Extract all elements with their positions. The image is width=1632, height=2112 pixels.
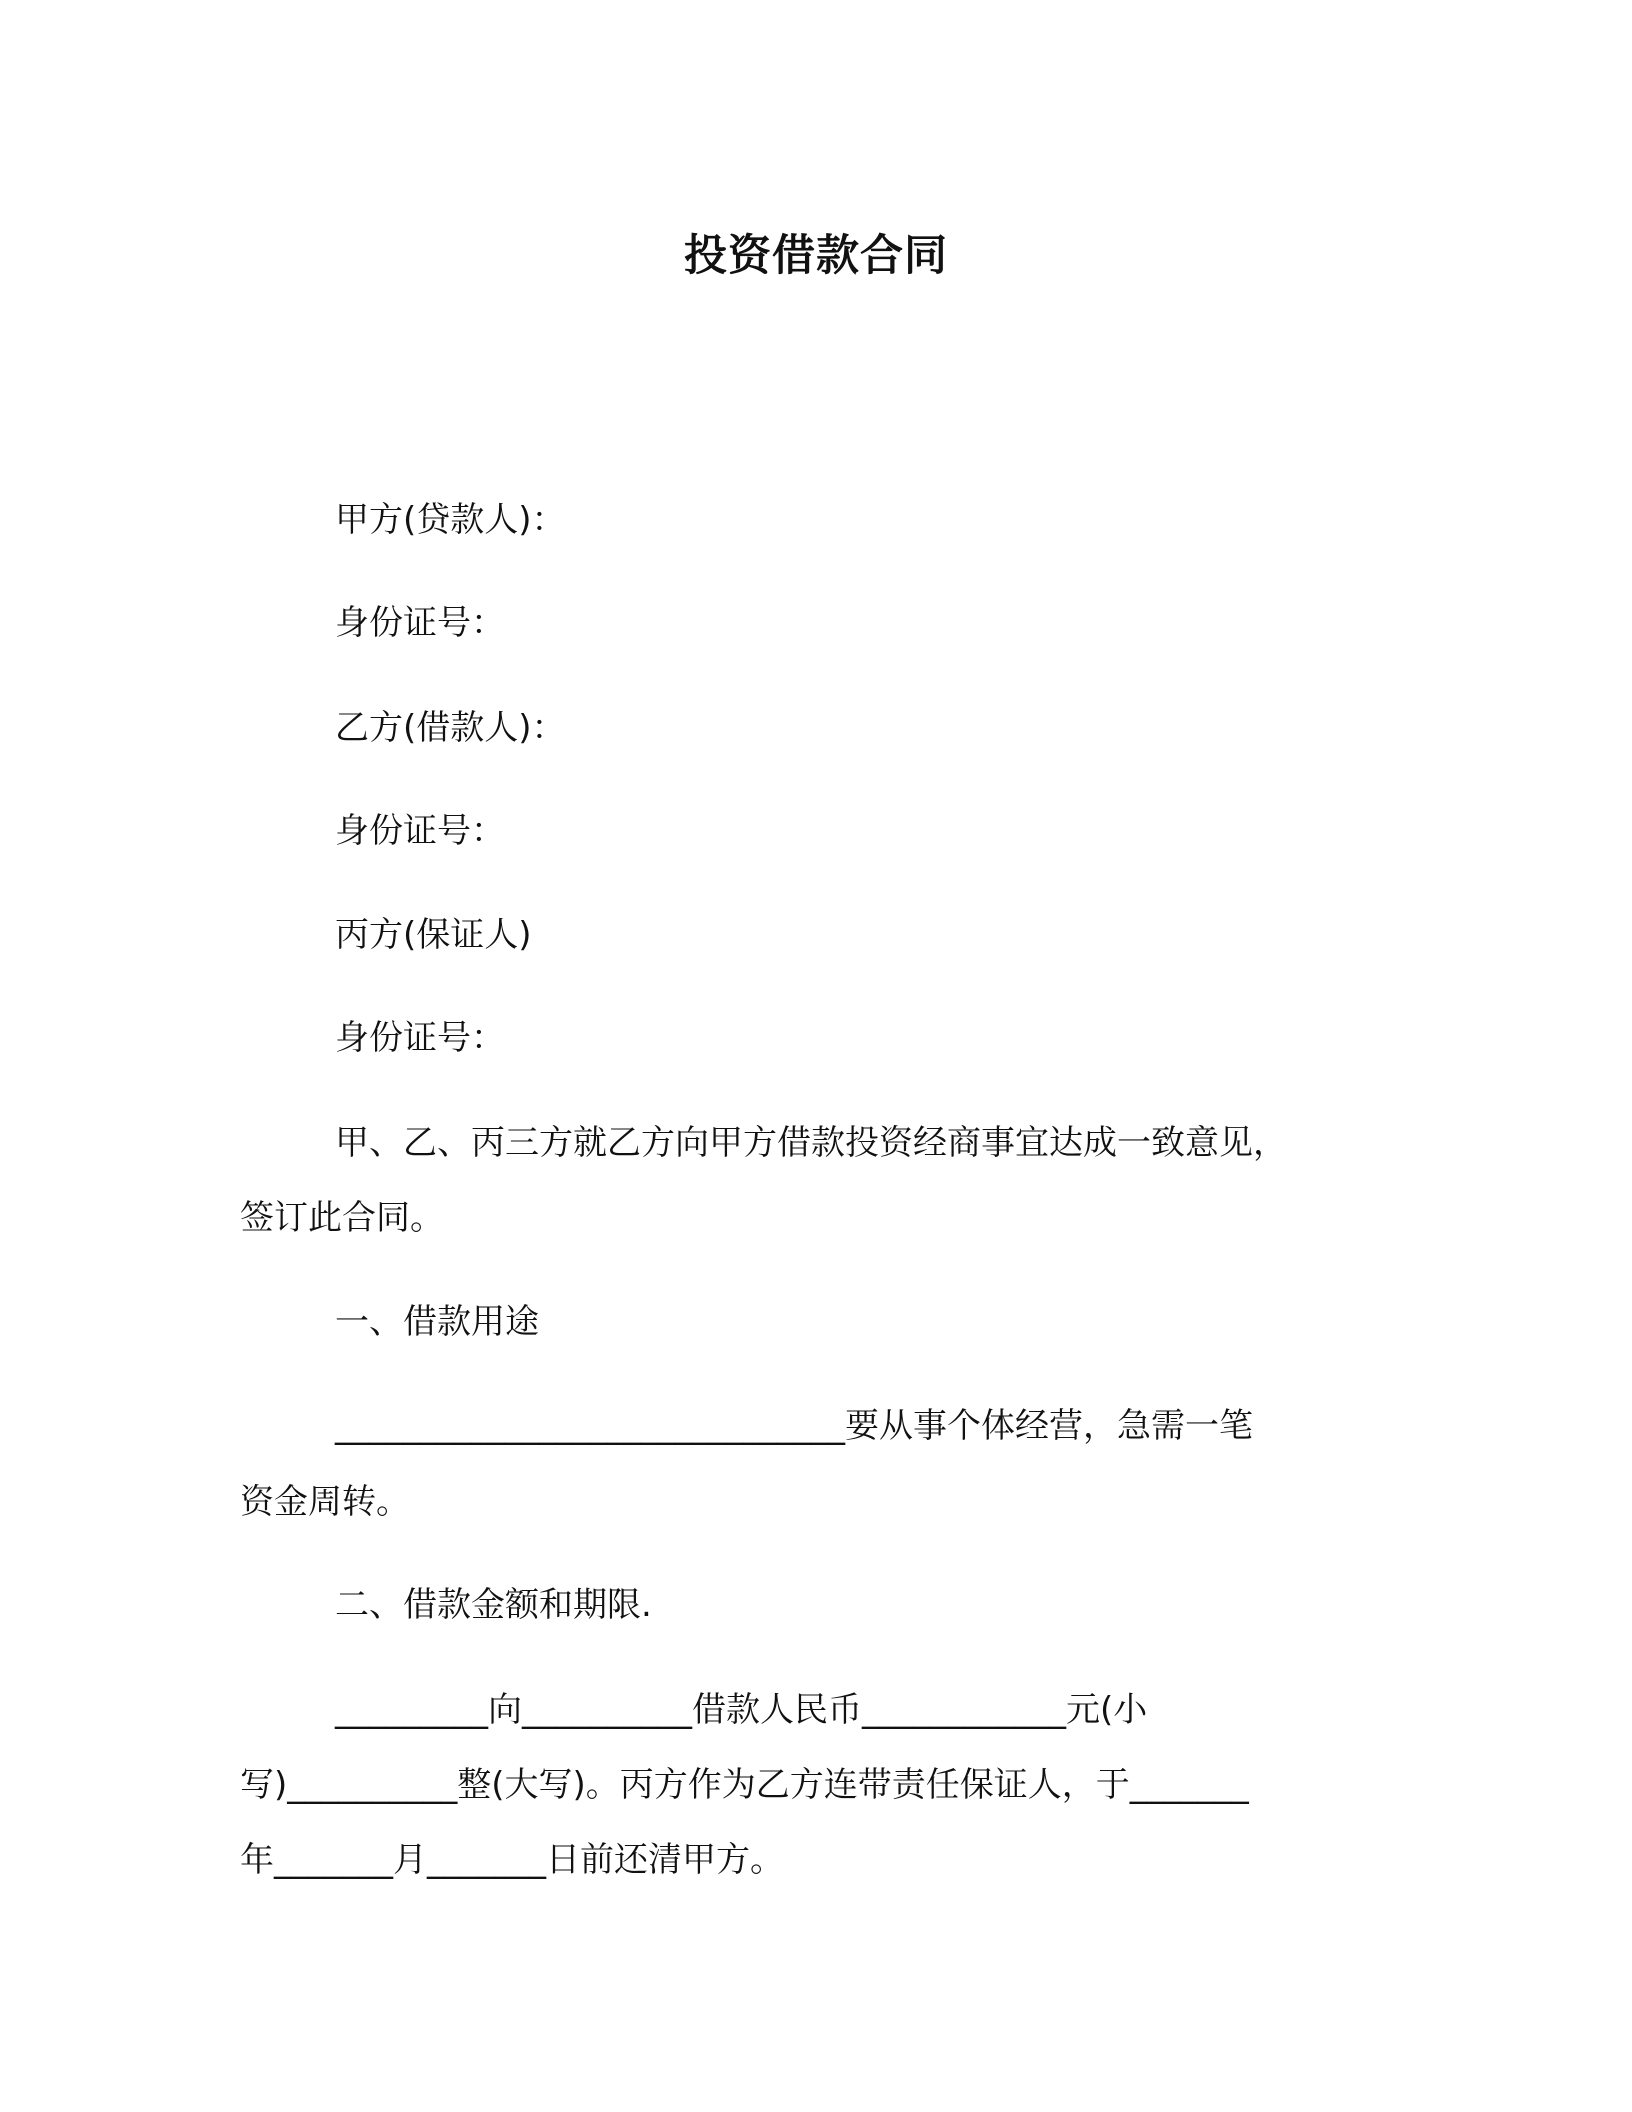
section1-heading: 一、借款用途 bbox=[335, 1302, 539, 1342]
party-b-label: 乙方(借款人)： bbox=[335, 708, 566, 748]
section2-line2: 写)__________整(大写)。丙方作为乙方连带责任保证人，于_______ bbox=[240, 1765, 1249, 1805]
party-a-label: 甲方(贷款人)： bbox=[335, 500, 566, 540]
section2-heading: 二、借款金额和期限. bbox=[335, 1585, 652, 1625]
party-c-id-label: 身份证号： bbox=[335, 1018, 505, 1058]
party-c-label: 丙方(保证人) bbox=[335, 915, 532, 955]
intro-paragraph-line2: 签订此合同。 bbox=[240, 1198, 444, 1238]
party-b-id-label: 身份证号： bbox=[335, 811, 505, 851]
document-title: 投资借款合同 bbox=[684, 231, 948, 281]
section1-line2: 资金周转。 bbox=[240, 1482, 410, 1522]
section2-line1: _________向__________借款人民币____________元(小 bbox=[335, 1690, 1148, 1730]
section2-line3: 年_______月_______日前还清甲方。 bbox=[240, 1840, 784, 1880]
party-a-id-label: 身份证号： bbox=[335, 603, 505, 643]
intro-paragraph-line1: 甲、乙、丙三方就乙方向甲方借款投资经商事宜达成一致意见， bbox=[335, 1123, 1287, 1163]
section1-line1: ______________________________要从事个体经营，急需一笔 bbox=[335, 1406, 1253, 1446]
